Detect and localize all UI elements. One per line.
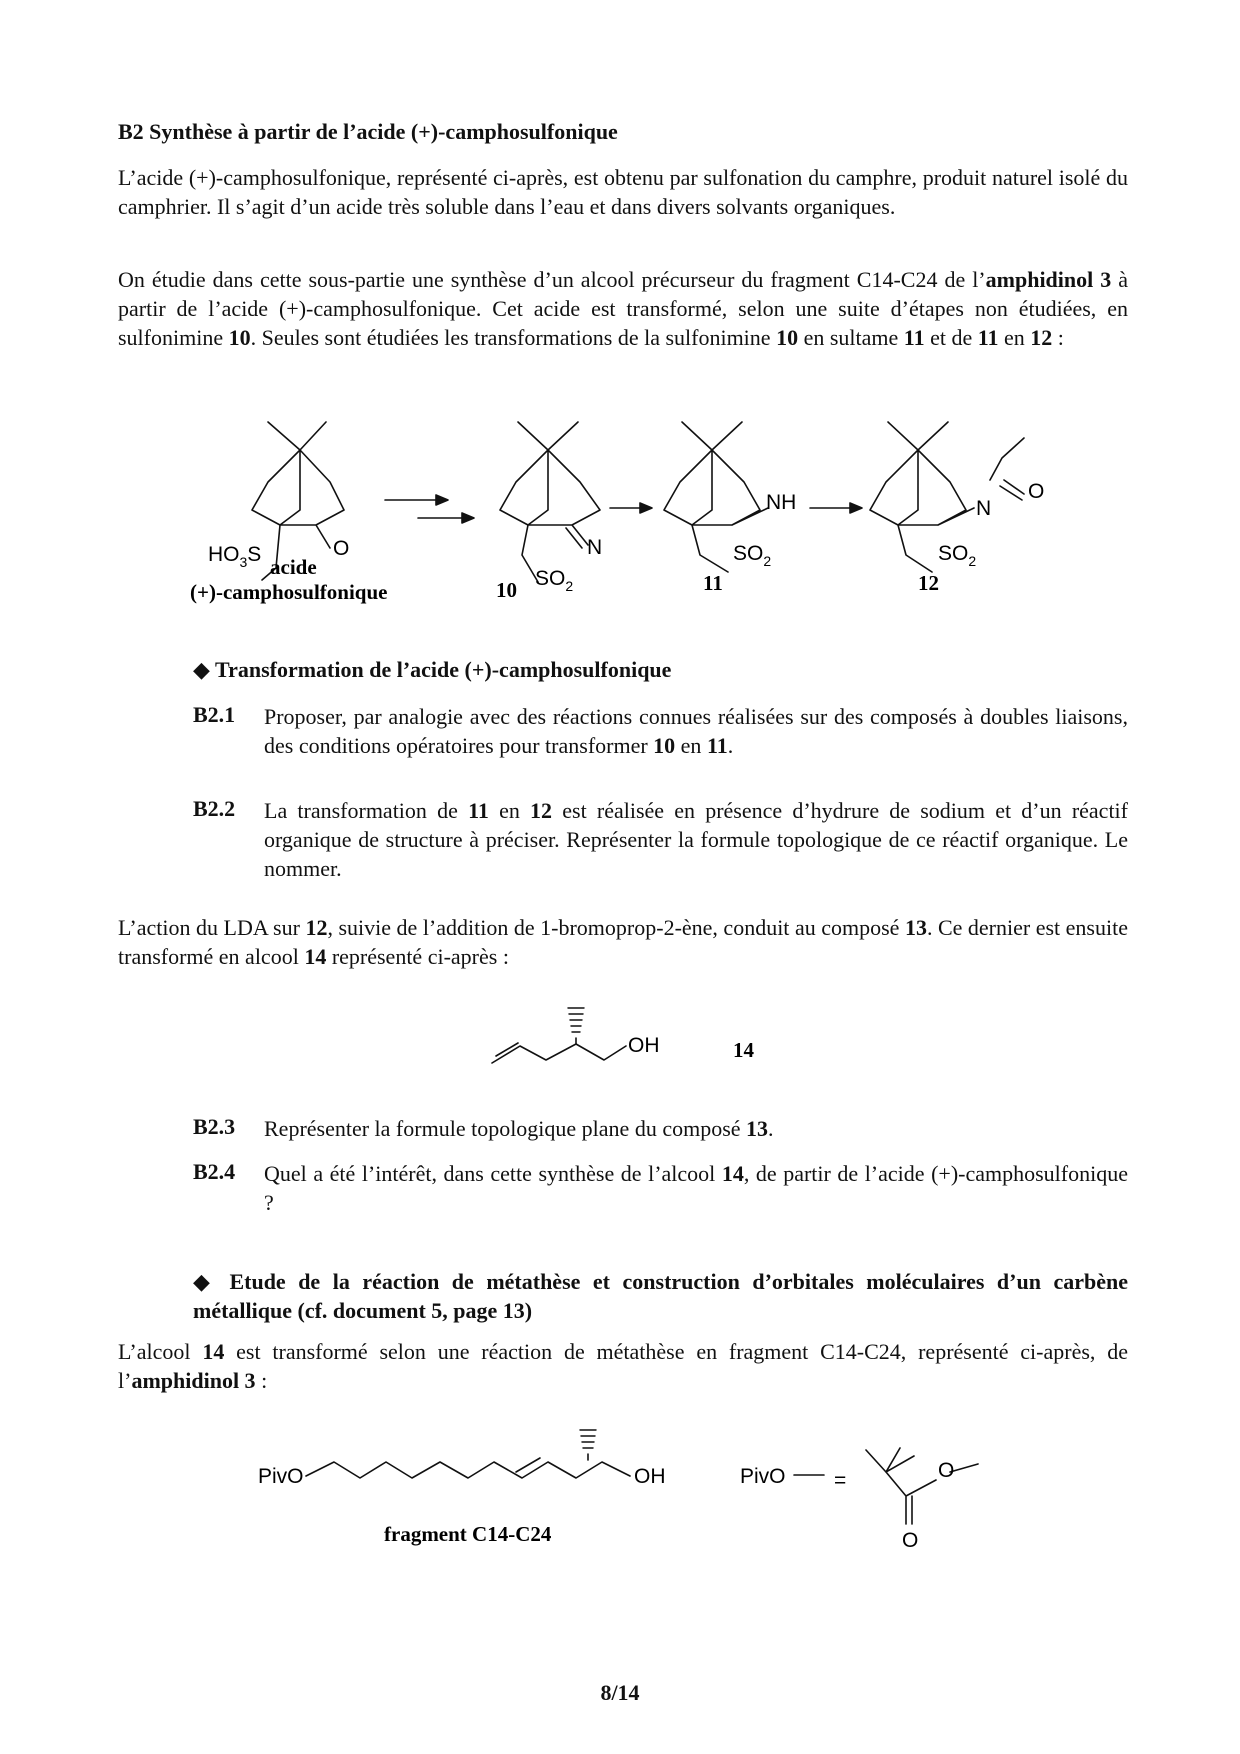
question-b2-2-text: La transformation de 11 en 12 est réalisée en présence d’hydrure de sodium et d’un réactif organique de structure à préciser. Représenter la formule topologique de ce réactif organique. Le nommer. [264, 798, 1128, 881]
section-title: B2 Synthèse à partir de l’acide (+)-camphosulfonique [118, 119, 618, 144]
acide-label: acide [270, 555, 317, 579]
metathesis-paragraph: L’alcool 14 est transformé selon une réaction de métathèse en fragment C14-C24, représenté ci-après, de l’amphidinol 3 : [118, 1339, 1128, 1393]
ester-o-label: O [938, 1459, 955, 1482]
pivo-label: PivO [258, 1465, 304, 1488]
carbonyl-o-label: O [1028, 480, 1045, 503]
so2-label-12: $SO_2$ [938, 542, 977, 569]
fragment-label: fragment C14-C24 [384, 1522, 552, 1546]
so2-label-10: $SO_2$ [535, 567, 574, 594]
imine-n-label: N [587, 536, 603, 559]
carbonyl-o-label-piv: O [902, 1529, 919, 1552]
nh-label: NH [766, 491, 797, 514]
intro-paragraph: L’acide (+)-camphosulfonique, représenté ci-après, est obtenu par sulfonation du camphre, produit naturel isolé du camphrier. Il s’agit d’un acide très soluble dans l’eau et dans divers solvants organiques. [118, 165, 1128, 219]
alcohol-14-scheme [0, 990, 1240, 1070]
fragment-c14-c24-scheme [0, 1420, 1240, 1560]
question-b2-4-text: Quel a été l’intérêt, dans cette synthèse de l’alcool 14, de partir de l’acide (+)-camphosulfonique ? [264, 1161, 1128, 1215]
page-number: 8/14 [600, 1680, 640, 1705]
camphor-reaction-scheme [0, 400, 1240, 620]
so2-label-11: $SO_2$ [733, 542, 772, 569]
question-b2-4-number: B2.4 [193, 1159, 236, 1184]
compound-label-14: 14 [733, 1038, 754, 1062]
compound-label-11: 11 [703, 571, 723, 595]
ho3s-label: $HO_3S$ [208, 543, 262, 570]
subsection-transformation-title: ◆ Transformation de l’acide (+)-camphosulfonique [193, 657, 672, 682]
acid-name-label: (+)-camphosulfonique [190, 580, 388, 604]
subsection-metathesis-title: ◆ Etude de la réaction de métathèse et construction d’orbitales moléculaires d’un carbène métallique (cf. document 5, page 13) [193, 1269, 1128, 1323]
question-b2-1-number: B2.1 [193, 702, 236, 727]
oh-label-fragment: OH [634, 1465, 666, 1488]
oh-label-14: OH [628, 1034, 660, 1057]
question-b2-3-text: Représenter la formule topologique plane du composé 13. [264, 1116, 774, 1141]
question-b2-1-text: Proposer, par analogie avec des réactions connues réalisées sur des composés à doubles liaisons, des conditions opératoires pour transformer 10 en 11. [264, 704, 1128, 758]
question-b2-2-number: B2.2 [193, 796, 236, 821]
compound-label-12: 12 [918, 571, 939, 595]
ketone-o-label: O [333, 537, 350, 560]
question-b2-3-number: B2.3 [193, 1114, 236, 1139]
equals-sign: = [834, 1469, 847, 1492]
amide-n-label: N [976, 497, 992, 520]
compound-label-10: 10 [496, 578, 517, 602]
synthesis-paragraph: On étudie dans cette sous-partie une synthèse d’un alcool précurseur du fragment C14-C24 de l’amphidinol 3 à partir de l’acide (+)-camphosulfonique. Cet acide est transformé, selon une suite d’étapes non étudiées, en sulfonimine 10. Seules sont étudiées les transformations de la sulfonimine 10 en sultame 11 et de 11 en 12 : [118, 267, 1129, 350]
sulfonimine-10-structure [500, 422, 603, 582]
lda-paragraph: L’action du LDA sur 12, suivie de l’addition de 1-bromoprop-2-ène, conduit au composé 13. Ce dernier est ensuite transformé en alcool 14 représenté ci-après : [118, 915, 1128, 969]
pivo-definition-label: PivO [740, 1465, 786, 1488]
